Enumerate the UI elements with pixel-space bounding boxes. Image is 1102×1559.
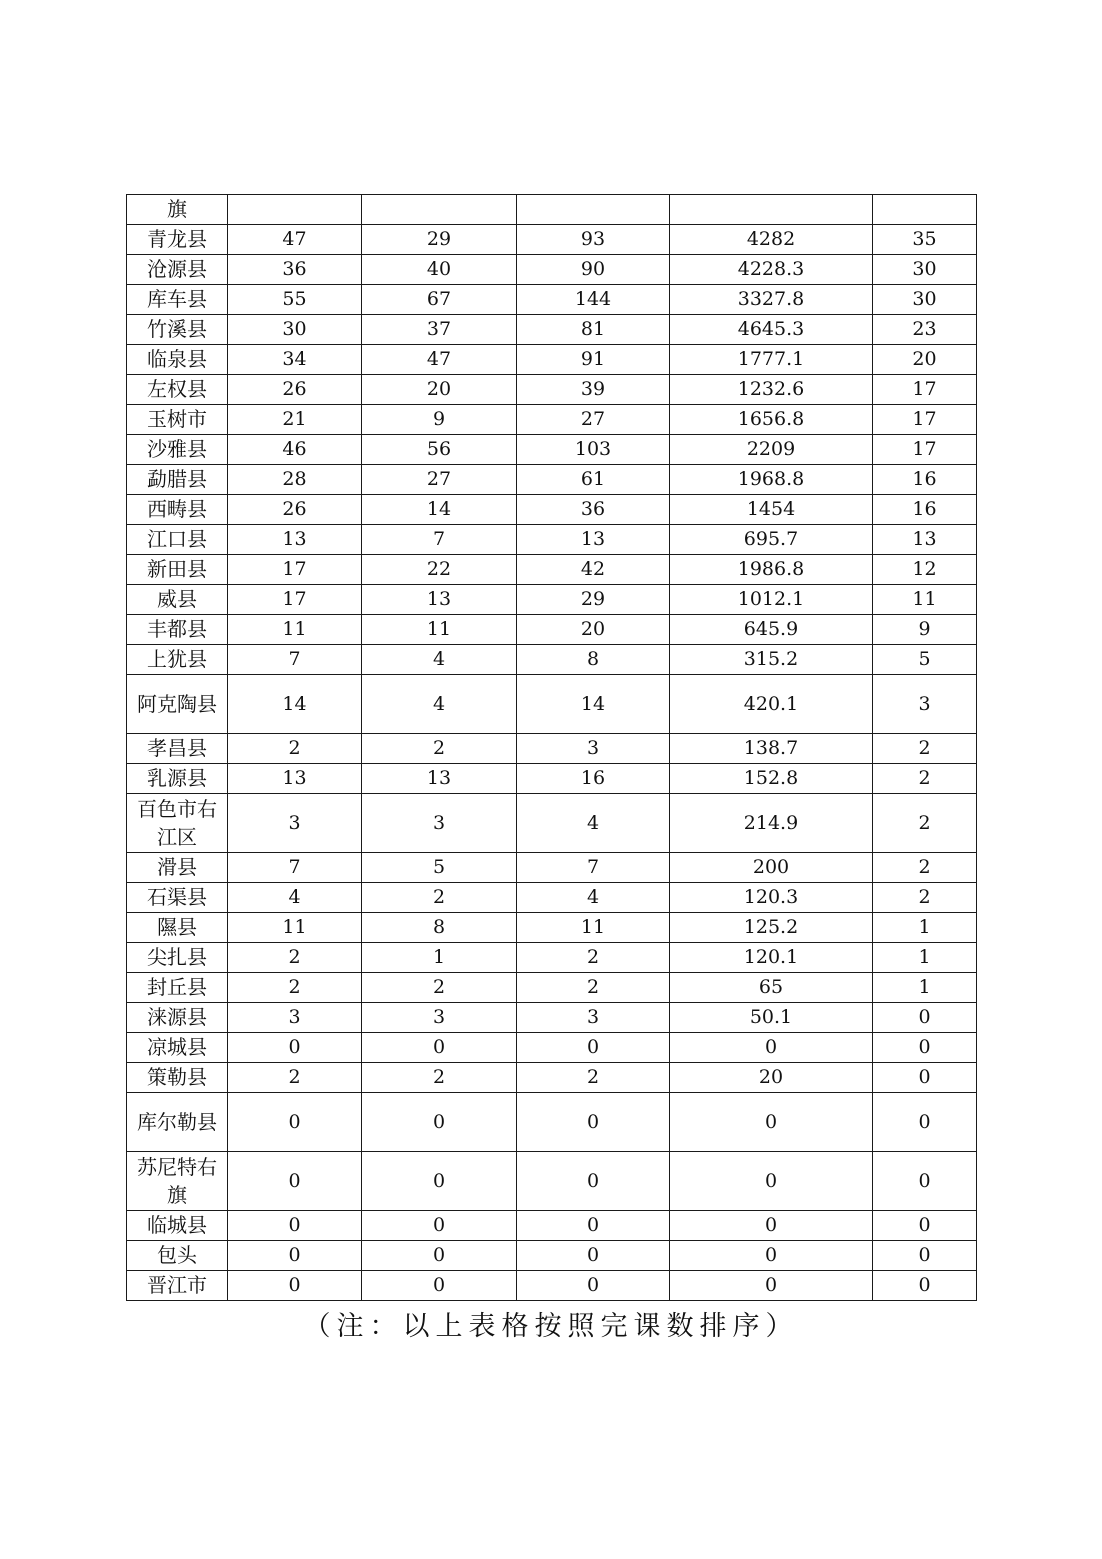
county-name-cell: 尖扎县	[127, 943, 228, 973]
value-cell: 1656.8	[670, 405, 873, 435]
value-cell: 4	[362, 645, 517, 675]
county-name-cell: 苏尼特右旗	[127, 1152, 228, 1211]
value-cell: 14	[517, 675, 670, 734]
table-row	[127, 225, 977, 255]
value-cell: 17	[873, 405, 977, 435]
table-row	[127, 285, 977, 315]
value-cell: 36	[517, 495, 670, 525]
value-cell: 11	[873, 585, 977, 615]
value-cell: 47	[228, 225, 362, 255]
value-cell: 2	[517, 1063, 670, 1093]
value-cell: 2	[362, 973, 517, 1003]
table-body	[127, 195, 977, 1301]
value-cell: 91	[517, 345, 670, 375]
county-name-cell: 丰都县	[127, 615, 228, 645]
value-cell: 0	[362, 1211, 517, 1241]
value-cell: 11	[228, 615, 362, 645]
value-cell	[873, 195, 977, 225]
table-row	[127, 853, 977, 883]
table-note: （注：以上表格按照完课数排序）	[303, 1311, 799, 1342]
value-cell: 17	[873, 375, 977, 405]
value-cell: 103	[517, 435, 670, 465]
value-cell: 1	[362, 943, 517, 973]
value-cell: 21	[228, 405, 362, 435]
value-cell: 0	[873, 1271, 977, 1301]
table-row	[127, 943, 977, 973]
value-cell: 30	[873, 255, 977, 285]
table-row	[127, 615, 977, 645]
table-row	[127, 435, 977, 465]
value-cell: 8	[517, 645, 670, 675]
table-row	[127, 1063, 977, 1093]
value-cell: 2	[228, 1063, 362, 1093]
value-cell: 200	[670, 853, 873, 883]
table-row	[127, 1033, 977, 1063]
value-cell: 16	[517, 764, 670, 794]
data-table	[126, 194, 977, 1301]
table-row	[127, 645, 977, 675]
value-cell: 2	[873, 734, 977, 764]
value-cell: 8	[362, 913, 517, 943]
value-cell: 0	[362, 1093, 517, 1152]
value-cell: 2	[517, 943, 670, 973]
county-name-cell: 新田县	[127, 555, 228, 585]
value-cell: 20	[517, 615, 670, 645]
value-cell: 4	[228, 883, 362, 913]
value-cell: 13	[517, 525, 670, 555]
value-cell: 7	[517, 853, 670, 883]
value-cell: 11	[362, 615, 517, 645]
value-cell: 3	[228, 1003, 362, 1033]
table-row	[127, 255, 977, 285]
value-cell: 138.7	[670, 734, 873, 764]
table-row	[127, 913, 977, 943]
value-cell: 34	[228, 345, 362, 375]
value-cell: 90	[517, 255, 670, 285]
value-cell: 0	[228, 1093, 362, 1152]
value-cell: 1454	[670, 495, 873, 525]
value-cell: 81	[517, 315, 670, 345]
table-row	[127, 883, 977, 913]
value-cell: 5	[873, 645, 977, 675]
value-cell: 9	[873, 615, 977, 645]
value-cell: 3	[873, 675, 977, 734]
value-cell: 0	[670, 1093, 873, 1152]
county-name-cell: 百色市右江区	[127, 794, 228, 853]
value-cell: 17	[228, 555, 362, 585]
value-cell: 4645.3	[670, 315, 873, 345]
value-cell: 0	[362, 1241, 517, 1271]
county-name-cell: 滑县	[127, 853, 228, 883]
value-cell: 39	[517, 375, 670, 405]
value-cell: 0	[873, 1033, 977, 1063]
value-cell: 1	[873, 913, 977, 943]
county-name-cell: 竹溪县	[127, 315, 228, 345]
value-cell: 11	[517, 913, 670, 943]
table-row	[127, 585, 977, 615]
table-row	[127, 794, 977, 853]
value-cell: 0	[517, 1241, 670, 1271]
value-cell: 0	[670, 1152, 873, 1211]
table-row	[127, 525, 977, 555]
value-cell: 3	[362, 1003, 517, 1033]
table-row	[127, 764, 977, 794]
value-cell: 0	[670, 1033, 873, 1063]
county-name-cell: 阿克陶县	[127, 675, 228, 734]
value-cell: 125.2	[670, 913, 873, 943]
table-row	[127, 1003, 977, 1033]
value-cell: 0	[517, 1271, 670, 1301]
value-cell: 20	[670, 1063, 873, 1093]
value-cell: 93	[517, 225, 670, 255]
value-cell: 0	[873, 1211, 977, 1241]
value-cell: 1777.1	[670, 345, 873, 375]
value-cell: 16	[873, 495, 977, 525]
value-cell: 11	[228, 913, 362, 943]
value-cell: 0	[228, 1241, 362, 1271]
table-row	[127, 1211, 977, 1241]
value-cell: 17	[228, 585, 362, 615]
value-cell: 22	[362, 555, 517, 585]
value-cell: 0	[873, 1063, 977, 1093]
county-name-cell: 勐腊县	[127, 465, 228, 495]
value-cell: 214.9	[670, 794, 873, 853]
value-cell: 0	[362, 1152, 517, 1211]
table-row	[127, 1152, 977, 1211]
value-cell: 1968.8	[670, 465, 873, 495]
table-row	[127, 973, 977, 1003]
county-name-cell: 库尔勒县	[127, 1093, 228, 1152]
value-cell: 1	[873, 943, 977, 973]
county-name-cell: 库车县	[127, 285, 228, 315]
value-cell: 14	[362, 495, 517, 525]
value-cell: 420.1	[670, 675, 873, 734]
value-cell: 0	[517, 1093, 670, 1152]
value-cell: 0	[362, 1033, 517, 1063]
value-cell: 20	[873, 345, 977, 375]
value-cell: 2	[362, 883, 517, 913]
value-cell: 1012.1	[670, 585, 873, 615]
table-row	[127, 734, 977, 764]
value-cell: 2	[517, 973, 670, 1003]
value-cell: 645.9	[670, 615, 873, 645]
value-cell: 7	[228, 853, 362, 883]
value-cell: 2	[873, 883, 977, 913]
table-row	[127, 195, 977, 225]
value-cell: 27	[517, 405, 670, 435]
value-cell: 0	[362, 1271, 517, 1301]
county-name-cell: 威县	[127, 585, 228, 615]
value-cell: 2	[873, 794, 977, 853]
value-cell: 3	[517, 734, 670, 764]
county-name-cell: 江口县	[127, 525, 228, 555]
county-name-cell: 凉城县	[127, 1033, 228, 1063]
value-cell: 4	[362, 675, 517, 734]
county-name-cell: 临泉县	[127, 345, 228, 375]
value-cell: 0	[670, 1211, 873, 1241]
value-cell: 0	[517, 1152, 670, 1211]
county-name-cell: 孝昌县	[127, 734, 228, 764]
value-cell: 2	[228, 734, 362, 764]
value-cell: 13	[362, 764, 517, 794]
value-cell: 3	[517, 1003, 670, 1033]
value-cell: 67	[362, 285, 517, 315]
county-name-cell: 策勒县	[127, 1063, 228, 1093]
value-cell: 3327.8	[670, 285, 873, 315]
county-name-cell: 左权县	[127, 375, 228, 405]
value-cell: 3	[228, 794, 362, 853]
value-cell: 42	[517, 555, 670, 585]
value-cell	[228, 195, 362, 225]
table-row	[127, 375, 977, 405]
county-name-cell: 石渠县	[127, 883, 228, 913]
value-cell: 0	[228, 1211, 362, 1241]
value-cell: 12	[873, 555, 977, 585]
value-cell: 1232.6	[670, 375, 873, 405]
value-cell: 4228.3	[670, 255, 873, 285]
value-cell: 30	[873, 285, 977, 315]
value-cell: 0	[517, 1211, 670, 1241]
table-row	[127, 1241, 977, 1271]
county-name-cell: 西畴县	[127, 495, 228, 525]
value-cell: 26	[228, 375, 362, 405]
table-row	[127, 1093, 977, 1152]
value-cell: 13	[873, 525, 977, 555]
value-cell: 55	[228, 285, 362, 315]
county-name-cell: 封丘县	[127, 973, 228, 1003]
value-cell: 20	[362, 375, 517, 405]
value-cell: 2	[228, 973, 362, 1003]
value-cell: 61	[517, 465, 670, 495]
value-cell: 7	[362, 525, 517, 555]
county-name-cell: 沙雅县	[127, 435, 228, 465]
value-cell: 2	[873, 764, 977, 794]
value-cell	[362, 195, 517, 225]
value-cell: 4	[517, 883, 670, 913]
value-cell: 29	[362, 225, 517, 255]
value-cell: 13	[362, 585, 517, 615]
value-cell: 0	[670, 1241, 873, 1271]
value-cell: 13	[228, 764, 362, 794]
value-cell: 27	[362, 465, 517, 495]
value-cell: 2	[362, 734, 517, 764]
value-cell: 65	[670, 973, 873, 1003]
value-cell: 7	[228, 645, 362, 675]
county-name-cell: 青龙县	[127, 225, 228, 255]
value-cell: 29	[517, 585, 670, 615]
value-cell: 2	[228, 943, 362, 973]
value-cell: 0	[228, 1033, 362, 1063]
table-row	[127, 675, 977, 734]
value-cell: 2	[873, 853, 977, 883]
table-row	[127, 405, 977, 435]
value-cell: 1986.8	[670, 555, 873, 585]
value-cell: 46	[228, 435, 362, 465]
county-name-cell: 临城县	[127, 1211, 228, 1241]
county-name-cell: 隰县	[127, 913, 228, 943]
county-name-cell: 沧源县	[127, 255, 228, 285]
value-cell: 47	[362, 345, 517, 375]
value-cell: 4282	[670, 225, 873, 255]
county-name-cell: 旗	[127, 195, 228, 225]
value-cell: 35	[873, 225, 977, 255]
value-cell: 120.3	[670, 883, 873, 913]
value-cell: 36	[228, 255, 362, 285]
value-cell: 152.8	[670, 764, 873, 794]
table-row	[127, 1271, 977, 1301]
value-cell: 695.7	[670, 525, 873, 555]
value-cell: 2	[362, 1063, 517, 1093]
value-cell: 1	[873, 973, 977, 1003]
county-name-cell: 乳源县	[127, 764, 228, 794]
value-cell: 2209	[670, 435, 873, 465]
value-cell: 28	[228, 465, 362, 495]
value-cell: 315.2	[670, 645, 873, 675]
county-name-cell: 上犹县	[127, 645, 228, 675]
value-cell: 0	[517, 1033, 670, 1063]
table-row	[127, 465, 977, 495]
value-cell: 16	[873, 465, 977, 495]
value-cell: 30	[228, 315, 362, 345]
value-cell: 120.1	[670, 943, 873, 973]
value-cell: 13	[228, 525, 362, 555]
table-row	[127, 495, 977, 525]
table-row	[127, 555, 977, 585]
value-cell: 14	[228, 675, 362, 734]
county-name-cell: 涞源县	[127, 1003, 228, 1033]
value-cell: 23	[873, 315, 977, 345]
value-cell: 56	[362, 435, 517, 465]
table-row	[127, 315, 977, 345]
value-cell: 40	[362, 255, 517, 285]
value-cell: 50.1	[670, 1003, 873, 1033]
value-cell: 0	[228, 1271, 362, 1301]
value-cell: 17	[873, 435, 977, 465]
value-cell: 144	[517, 285, 670, 315]
value-cell: 0	[873, 1152, 977, 1211]
value-cell	[670, 195, 873, 225]
value-cell: 3	[362, 794, 517, 853]
value-cell: 26	[228, 495, 362, 525]
value-cell: 0	[228, 1152, 362, 1211]
value-cell: 0	[670, 1271, 873, 1301]
value-cell	[517, 195, 670, 225]
value-cell: 9	[362, 405, 517, 435]
table-row	[127, 345, 977, 375]
county-name-cell: 包头	[127, 1241, 228, 1271]
value-cell: 4	[517, 794, 670, 853]
value-cell: 0	[873, 1241, 977, 1271]
value-cell: 37	[362, 315, 517, 345]
value-cell: 5	[362, 853, 517, 883]
value-cell: 0	[873, 1093, 977, 1152]
county-name-cell: 玉树市	[127, 405, 228, 435]
county-name-cell: 晋江市	[127, 1271, 228, 1301]
value-cell: 0	[873, 1003, 977, 1033]
